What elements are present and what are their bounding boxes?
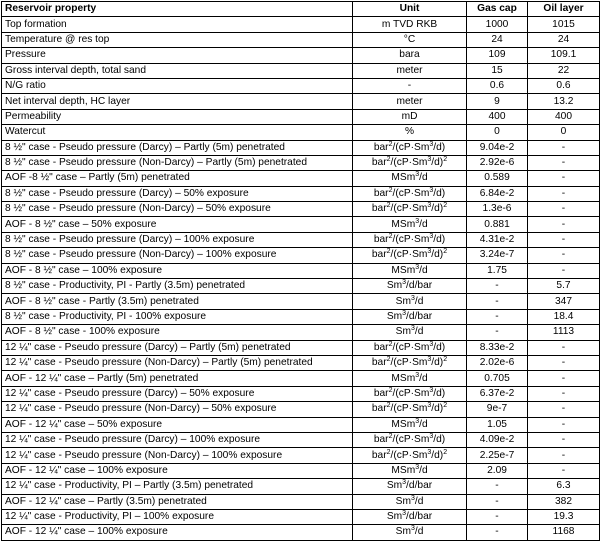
cell-oil-layer: 5.7 [528, 279, 600, 294]
cell-oil-layer: - [528, 402, 600, 417]
cell-oil-layer: 13.2 [528, 94, 600, 109]
table-row [2, 155, 600, 170]
cell-oil-layer: - [528, 186, 600, 201]
cell-property: AOF - 8 ½" case – 50% exposure [2, 217, 353, 232]
cell-property: 12 ¼" case - Pseudo pressure (Non-Darcy) – Partly (5m) penetrated [2, 355, 353, 370]
cell-oil-layer: 22 [528, 63, 600, 78]
cell-oil-layer: - [528, 463, 600, 478]
cell-property: Net interval depth, HC layer [2, 94, 353, 109]
cell-oil-layer: - [528, 340, 600, 355]
cell-oil-layer: 347 [528, 294, 600, 309]
cell-oil-layer: - [528, 155, 600, 170]
header-row [2, 2, 600, 17]
cell-property: Pressure [2, 48, 353, 63]
cell-gas-cap: - [467, 294, 528, 309]
table-row [2, 494, 600, 509]
header-gas-cap: Gas cap [467, 2, 528, 17]
table-row [2, 48, 600, 63]
cell-gas-cap: 0.6 [467, 78, 528, 93]
cell-unit: meter [353, 94, 467, 109]
cell-unit: Sm$^3$/d/bar [353, 509, 467, 524]
cell-property: AOF - 8 ½" case - Partly (3.5m) penetrated [2, 294, 353, 309]
cell-property: 8 ½" case - Productivity, PI - Partly (3.5m) penetrated [2, 279, 353, 294]
cell-property: 8 ½" case - Pseudo pressure (Darcy) – 100% exposure [2, 232, 353, 247]
cell-oil-layer: - [528, 386, 600, 401]
cell-unit: $bar^2/(cP\cdot Sm^3/d)^2$ [353, 202, 467, 217]
table-row [2, 140, 600, 155]
cell-oil-layer: - [528, 248, 600, 263]
cell-gas-cap: - [467, 279, 528, 294]
cell-property: Temperature @ res top [2, 32, 353, 47]
cell-oil-layer: 18.4 [528, 309, 600, 324]
cell-oil-layer: - [528, 355, 600, 370]
cell-oil-layer: 0 [528, 125, 600, 140]
cell-gas-cap: 8.33e-2 [467, 340, 528, 355]
table-row [2, 17, 600, 32]
cell-unit: MSm$^3$/d [353, 171, 467, 186]
cell-property: AOF - 12 ¼" case – 100% exposure [2, 525, 353, 540]
cell-unit: $bar^2/(cP\cdot Sm^3/d)^2$ [353, 402, 467, 417]
cell-property: Watercut [2, 125, 353, 140]
cell-property: 12 ¼" case - Pseudo pressure (Non-Darcy) – 50% exposure [2, 402, 353, 417]
cell-property: Permeability [2, 109, 353, 124]
table-row [2, 386, 600, 401]
cell-property: AOF - 12 ¼" case – 100% exposure [2, 463, 353, 478]
cell-unit: $bar^2/(cP\cdot Sm^3/d)$ [353, 432, 467, 447]
cell-oil-layer: 1168 [528, 525, 600, 540]
cell-property: 8 ½" case - Pseudo pressure (Non-Darcy) – 50% exposure [2, 202, 353, 217]
cell-oil-layer: - [528, 417, 600, 432]
cell-property: 12 ¼" case - Pseudo pressure (Non-Darcy) – 100% exposure [2, 448, 353, 463]
cell-gas-cap: 0 [467, 125, 528, 140]
table-row [2, 448, 600, 463]
cell-unit: mD [353, 109, 467, 124]
cell-unit: Sm$^3$/d/bar [353, 479, 467, 494]
cell-gas-cap: 6.37e-2 [467, 386, 528, 401]
cell-gas-cap: 2.25e-7 [467, 448, 528, 463]
cell-oil-layer: 382 [528, 494, 600, 509]
cell-unit: m TVD RKB [353, 17, 467, 32]
cell-property: AOF - 8 ½" case – 100% exposure [2, 263, 353, 278]
cell-unit: Sm$^3$/d [353, 525, 467, 540]
cell-gas-cap: 2.02e-6 [467, 355, 528, 370]
cell-gas-cap: 24 [467, 32, 528, 47]
cell-unit: $bar^2/(cP\cdot Sm^3/d)^2$ [353, 155, 467, 170]
cell-oil-layer: 19.3 [528, 509, 600, 524]
cell-gas-cap: 400 [467, 109, 528, 124]
cell-unit: Sm$^3$/d [353, 294, 467, 309]
cell-oil-layer: - [528, 202, 600, 217]
cell-property: 12 ¼" case - Productivity, PI – Partly (3.5m) penetrated [2, 479, 353, 494]
table-row [2, 479, 600, 494]
cell-gas-cap: - [467, 509, 528, 524]
cell-unit: $bar^2/(cP\cdot Sm^3/d)^2$ [353, 248, 467, 263]
cell-oil-layer: - [528, 432, 600, 447]
cell-property: 8 ½" case - Pseudo pressure (Non-Darcy) – Partly (5m) penetrated [2, 155, 353, 170]
table-row [2, 432, 600, 447]
cell-gas-cap: - [467, 479, 528, 494]
table-row [2, 202, 600, 217]
cell-property: 12 ¼" case - Pseudo pressure (Darcy) – Partly (5m) penetrated [2, 340, 353, 355]
cell-property: 8 ½" case - Pseudo pressure (Non-Darcy) – 100% exposure [2, 248, 353, 263]
cell-unit: MSm$^3$/d [353, 217, 467, 232]
cell-gas-cap: 2.92e-6 [467, 155, 528, 170]
table-row [2, 402, 600, 417]
cell-unit: MSm$^3$/d [353, 371, 467, 386]
cell-unit: $bar^2/(cP\cdot Sm^3/d)$ [353, 386, 467, 401]
cell-property: 12 ¼" case - Pseudo pressure (Darcy) – 100% exposure [2, 432, 353, 447]
header-oil-layer: Oil layer [528, 2, 600, 17]
cell-gas-cap: 0.705 [467, 371, 528, 386]
table-row [2, 109, 600, 124]
table-row [2, 417, 600, 432]
cell-unit: $bar^2/(cP\cdot Sm^3/d)$ [353, 140, 467, 155]
header-reservoir-property: Reservoir property [2, 2, 353, 17]
cell-oil-layer: - [528, 140, 600, 155]
cell-property: 8 ½" case - Pseudo pressure (Darcy) – 50% exposure [2, 186, 353, 201]
cell-gas-cap: 1000 [467, 17, 528, 32]
cell-property: 12 ¼" case - Productivity, PI – 100% exposure [2, 509, 353, 524]
cell-oil-layer: - [528, 171, 600, 186]
table-row [2, 125, 600, 140]
cell-gas-cap: 0.589 [467, 171, 528, 186]
cell-gas-cap: 0.881 [467, 217, 528, 232]
cell-unit: $bar^2/(cP\cdot Sm^3/d)$ [353, 340, 467, 355]
cell-property: AOF -8 ½" case – Partly (5m) penetrated [2, 171, 353, 186]
cell-unit: Sm$^3$/d/bar [353, 309, 467, 324]
cell-unit: $bar^2/(cP\cdot Sm^3/d)$ [353, 232, 467, 247]
table-row [2, 248, 600, 263]
cell-unit: Sm$^3$/d/bar [353, 279, 467, 294]
table-row [2, 525, 600, 540]
table-row [2, 294, 600, 309]
table-row [2, 309, 600, 324]
cell-oil-layer: 24 [528, 32, 600, 47]
cell-property: 12 ¼" case - Pseudo pressure (Darcy) – 50% exposure [2, 386, 353, 401]
cell-unit: MSm$^3$/d [353, 263, 467, 278]
table-row [2, 94, 600, 109]
cell-oil-layer: - [528, 263, 600, 278]
cell-oil-layer: 109.1 [528, 48, 600, 63]
cell-gas-cap: 6.84e-2 [467, 186, 528, 201]
cell-gas-cap: - [467, 325, 528, 340]
cell-gas-cap: 3.24e-7 [467, 248, 528, 263]
cell-gas-cap: 9.04e-2 [467, 140, 528, 155]
cell-unit: % [353, 125, 467, 140]
cell-oil-layer: 1113 [528, 325, 600, 340]
cell-property: 8 ½" case - Pseudo pressure (Darcy) – Partly (5m) penetrated [2, 140, 353, 155]
cell-property: AOF - 12 ¼" case – 50% exposure [2, 417, 353, 432]
cell-gas-cap: 4.09e-2 [467, 432, 528, 447]
cell-oil-layer: - [528, 232, 600, 247]
cell-gas-cap: - [467, 494, 528, 509]
table-row [2, 279, 600, 294]
cell-property: AOF - 12 ¼" case – Partly (3.5m) penetrated [2, 494, 353, 509]
header-unit: Unit [353, 2, 467, 17]
table-row [2, 355, 600, 370]
cell-oil-layer: 0.6 [528, 78, 600, 93]
table-body [2, 17, 600, 540]
cell-unit: $bar^2/(cP\cdot Sm^3/d)^2$ [353, 448, 467, 463]
cell-oil-layer: 400 [528, 109, 600, 124]
cell-gas-cap: 109 [467, 48, 528, 63]
cell-gas-cap: 4.31e-2 [467, 232, 528, 247]
table-row [2, 78, 600, 93]
table-row [2, 509, 600, 524]
table-row [2, 340, 600, 355]
cell-oil-layer: - [528, 371, 600, 386]
cell-property: N/G ratio [2, 78, 353, 93]
cell-oil-layer: 1015 [528, 17, 600, 32]
reservoir-property-table [1, 1, 600, 541]
cell-oil-layer: - [528, 217, 600, 232]
table-row [2, 325, 600, 340]
cell-oil-layer: - [528, 448, 600, 463]
cell-unit: $bar^2/(cP\cdot Sm^3/d)$ [353, 186, 467, 201]
cell-unit: Sm$^3$/d [353, 494, 467, 509]
table-row [2, 263, 600, 278]
table-row [2, 63, 600, 78]
cell-gas-cap: 15 [467, 63, 528, 78]
table-row [2, 232, 600, 247]
cell-unit: MSm$^3$/d [353, 463, 467, 478]
table-row [2, 463, 600, 478]
cell-gas-cap: 9e-7 [467, 402, 528, 417]
cell-unit: bara [353, 48, 467, 63]
cell-unit: MSm$^3$/d [353, 417, 467, 432]
cell-gas-cap: 9 [467, 94, 528, 109]
table-row [2, 171, 600, 186]
table-row [2, 32, 600, 47]
table-row [2, 217, 600, 232]
cell-gas-cap: 1.05 [467, 417, 528, 432]
table-row [2, 186, 600, 201]
cell-oil-layer: 6.3 [528, 479, 600, 494]
table-row [2, 371, 600, 386]
cell-gas-cap: 2.09 [467, 463, 528, 478]
cell-property: 8 ½" case - Productivity, PI - 100% exposure [2, 309, 353, 324]
cell-gas-cap: 1.75 [467, 263, 528, 278]
cell-property: AOF - 12 ¼" case – Partly (5m) penetrated [2, 371, 353, 386]
cell-property: Gross interval depth, total sand [2, 63, 353, 78]
cell-property: AOF - 8 ½" case - 100% exposure [2, 325, 353, 340]
cell-gas-cap: - [467, 525, 528, 540]
cell-unit: meter [353, 63, 467, 78]
table-header [2, 2, 600, 17]
cell-property: Top formation [2, 17, 353, 32]
cell-unit: Sm$^3$/d [353, 325, 467, 340]
cell-gas-cap: 1.3e-6 [467, 202, 528, 217]
cell-gas-cap: - [467, 309, 528, 324]
cell-unit: °C [353, 32, 467, 47]
cell-unit: $bar^2/(cP\cdot Sm^3/d)^2$ [353, 355, 467, 370]
cell-unit: - [353, 78, 467, 93]
